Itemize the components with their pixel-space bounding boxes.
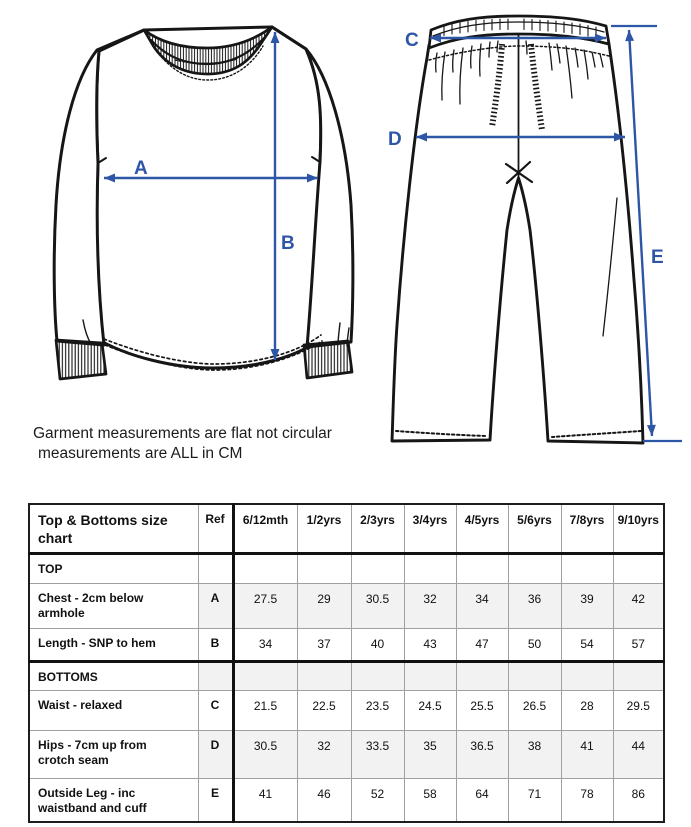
size-column-header: 2/3yrs	[351, 504, 404, 553]
size-value-cell: 39	[561, 583, 613, 628]
size-value-cell: 32	[297, 730, 351, 778]
size-value-cell: 29.5	[613, 690, 664, 730]
measurement-row	[29, 778, 664, 822]
row-ref-letter: D	[198, 730, 233, 778]
size-value-cell: 42	[613, 583, 664, 628]
size-value-cell: 40	[351, 628, 404, 661]
size-value-cell: 41	[561, 730, 613, 778]
size-value-cell: 36	[508, 583, 561, 628]
bottoms-flat-sketch	[392, 16, 643, 443]
size-value-cell: 29	[297, 583, 351, 628]
size-value-cell	[613, 661, 664, 690]
size-column-header: 7/8yrs	[561, 504, 613, 553]
size-value-cell: 26.5	[508, 690, 561, 730]
size-value-cell	[404, 553, 456, 583]
size-column-header: 4/5yrs	[456, 504, 508, 553]
size-value-cell: 78	[561, 778, 613, 822]
dimension-label-e: E	[651, 247, 664, 268]
row-label: TOP	[29, 553, 198, 583]
size-value-cell: 38	[508, 730, 561, 778]
size-value-cell: 25.5	[456, 690, 508, 730]
size-value-cell: 47	[456, 628, 508, 661]
size-column-header: 1/2yrs	[297, 504, 351, 553]
size-value-cell	[561, 553, 613, 583]
size-value-cell: 36.5	[456, 730, 508, 778]
size-value-cell: 34	[233, 628, 297, 661]
top-flat-sketch	[54, 27, 353, 379]
size-value-cell	[351, 553, 404, 583]
size-value-cell: 22.5	[297, 690, 351, 730]
size-value-cell	[456, 553, 508, 583]
size-value-cell: 54	[561, 628, 613, 661]
size-value-cell: 41	[233, 778, 297, 822]
size-value-cell: 46	[297, 778, 351, 822]
measurement-row	[29, 690, 664, 730]
size-value-cell: 37	[297, 628, 351, 661]
row-label: Length - SNP to hem	[29, 628, 198, 661]
size-column-header: 5/6yrs	[508, 504, 561, 553]
size-value-cell	[508, 553, 561, 583]
size-column-header: 6/12mth	[233, 504, 297, 553]
size-value-cell	[404, 661, 456, 690]
size-value-cell: 28	[561, 690, 613, 730]
left-cuff	[56, 340, 106, 379]
dimension-label-d: D	[388, 129, 402, 150]
row-ref-letter	[198, 661, 233, 690]
size-value-cell: 24.5	[404, 690, 456, 730]
row-label: Outside Leg - inc waistband and cuff	[29, 778, 198, 822]
size-value-cell	[456, 661, 508, 690]
section-row	[29, 661, 664, 690]
size-value-cell: 43	[404, 628, 456, 661]
section-row	[29, 553, 664, 583]
size-value-cell	[233, 661, 297, 690]
size-value-cell	[233, 553, 297, 583]
row-label: Chest - 2cm below armhole	[29, 583, 198, 628]
size-value-cell: 21.5	[233, 690, 297, 730]
row-ref-letter: C	[198, 690, 233, 730]
size-value-cell: 50	[508, 628, 561, 661]
size-value-cell: 30.5	[233, 730, 297, 778]
ref-column-header: Ref	[198, 504, 233, 553]
table-title: Top & Bottoms size chart	[29, 504, 198, 553]
row-label: BOTTOMS	[29, 661, 198, 690]
size-value-cell: 30.5	[351, 583, 404, 628]
size-value-cell: 58	[404, 778, 456, 822]
row-ref-letter	[198, 553, 233, 583]
size-value-cell: 44	[613, 730, 664, 778]
size-value-cell: 71	[508, 778, 561, 822]
row-ref-letter: E	[198, 778, 233, 822]
measurement-row	[29, 583, 664, 628]
size-value-cell	[297, 661, 351, 690]
row-ref-letter: A	[198, 583, 233, 628]
size-table-body	[29, 553, 664, 822]
size-value-cell	[297, 553, 351, 583]
dimension-label-b: B	[281, 233, 295, 254]
row-label: Hips - 7cm up from crotch seam	[29, 730, 198, 778]
size-value-cell: 35	[404, 730, 456, 778]
size-value-cell	[351, 661, 404, 690]
size-value-cell: 34	[456, 583, 508, 628]
size-value-cell	[613, 553, 664, 583]
size-value-cell: 52	[351, 778, 404, 822]
row-ref-letter: B	[198, 628, 233, 661]
size-value-cell: 86	[613, 778, 664, 822]
size-value-cell: 33.5	[351, 730, 404, 778]
size-chart-table	[28, 503, 665, 823]
bottoms-body	[392, 34, 643, 443]
header-row	[29, 504, 664, 553]
size-column-header: 3/4yrs	[404, 504, 456, 553]
dimension-label-a: A	[134, 158, 148, 179]
right-cuff	[304, 341, 352, 378]
measurement-row	[29, 628, 664, 661]
size-value-cell	[508, 661, 561, 690]
size-value-cell: 64	[456, 778, 508, 822]
dimension-label-c: C	[405, 30, 419, 51]
top-body	[97, 27, 324, 368]
size-column-header: 9/10yrs	[613, 504, 664, 553]
size-value-cell: 23.5	[351, 690, 404, 730]
size-value-cell: 32	[404, 583, 456, 628]
row-label: Waist - relaxed	[29, 690, 198, 730]
note-line-2: measurements are ALL in CM	[38, 445, 243, 462]
measurement-note	[33, 424, 332, 464]
size-value-cell	[561, 661, 613, 690]
size-value-cell: 27.5	[233, 583, 297, 628]
size-value-cell: 57	[613, 628, 664, 661]
note-line-1: Garment measurements are flat not circular	[33, 425, 332, 442]
measurement-row	[29, 730, 664, 778]
